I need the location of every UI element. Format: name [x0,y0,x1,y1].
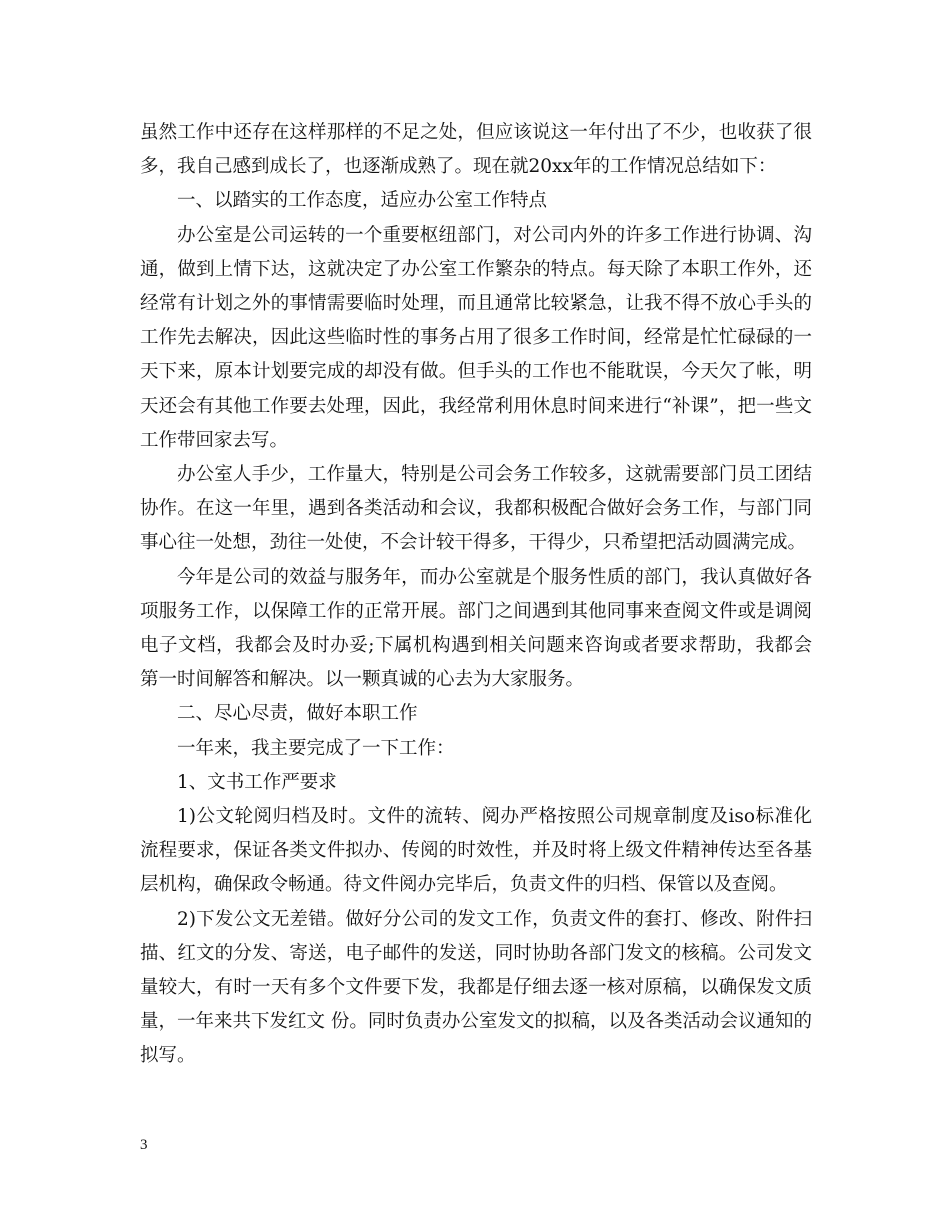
subheading-documents: 1、文书工作严要求 [177,771,337,793]
page-number: 3 [140,1137,148,1153]
paragraph-work-summary: 一年来，我主要完成了一下工作： [177,737,455,759]
paragraph-intro: 虽然工作中还存在这样那样的不足之处，但应该说这一年付出了不少，也收获了很多，我自己感到成长了，也逐渐成熟了。现在就20xx年的工作情况总结如下： [140,122,812,178]
paragraph-service: 今年是公司的效益与服务年，而办公室就是个服务性质的部门，我认真做好各项服务工作，以保障工作的正常开展。部门之间遇到其他同事来查阅文件或是调阅电子文档，我都会及时办妥;下属机构遇到相关问题来咨询或者要求帮助，我都会第一时间解答和解决。以一颗真诚的心去为大家服务。 [140,566,812,691]
paragraph-dispatch: 2)下发公文无差错。做好分公司的发文工作，负责文件的套打、修改、附件扫描、红文的分发、寄送，电子邮件的发送，同时协助各部门发文的核稿。公司发文量较大，有时一天有多个文件要下发，我都是仔细去逐一核对原稿，以确保发文质量，一年来共下发红文 份。同时负责办公室发文的拟稿，以及各类活动会议通知的拟写。 [140,908,812,1067]
paragraph-office-hub: 办公室是公司运转的一个重要枢纽部门，对公司内外的许多工作进行协调、沟通，做到上情下达，这就决定了办公室工作繁杂的特点。每天除了本职工作外，还经常有计划之外的事情需要临时处理，而且通常比较紧急，让我不得不放心手头的工作先去解决，因此这些临时性的事务占用了很多工作时间，经常是忙忙碌碌的一天下来，原本计划要完成的却没有做。但手头的工作也不能耽误，今天欠了帐，明天还会有其他工作要去处理，因此，我经常利用休息时间来进行“补课”，把一些文工作带回家去写。 [140,224,812,451]
section-heading-1: 一、以踏实的工作态度，适应办公室工作特点 [177,190,548,212]
paragraph-circulation: 1)公文轮阅归档及时。文件的流转、阅办严格按照公司规章制度及iso标准化流程要求，保证各类文件拟办、传阅的时效性，并及时将上级文件精神传达至各基层机构，确保政令畅通。待文件阅办完毕后，负责文件的归档、保管以及查阅。 [140,806,812,896]
document-body [140,116,812,1074]
paragraph-teamwork: 办公室人手少，工作量大，特别是公司会务工作较多，这就需要部门员工团结协作。在这一年里，遇到各类活动和会议，我都积极配合做好会务工作，与部门同事心往一处想，劲往一处使，不会计较干得多，干得少，只希望把活动圆满完成。 [140,464,812,554]
section-heading-2: 二、尽心尽责，做好本职工作 [177,703,418,725]
